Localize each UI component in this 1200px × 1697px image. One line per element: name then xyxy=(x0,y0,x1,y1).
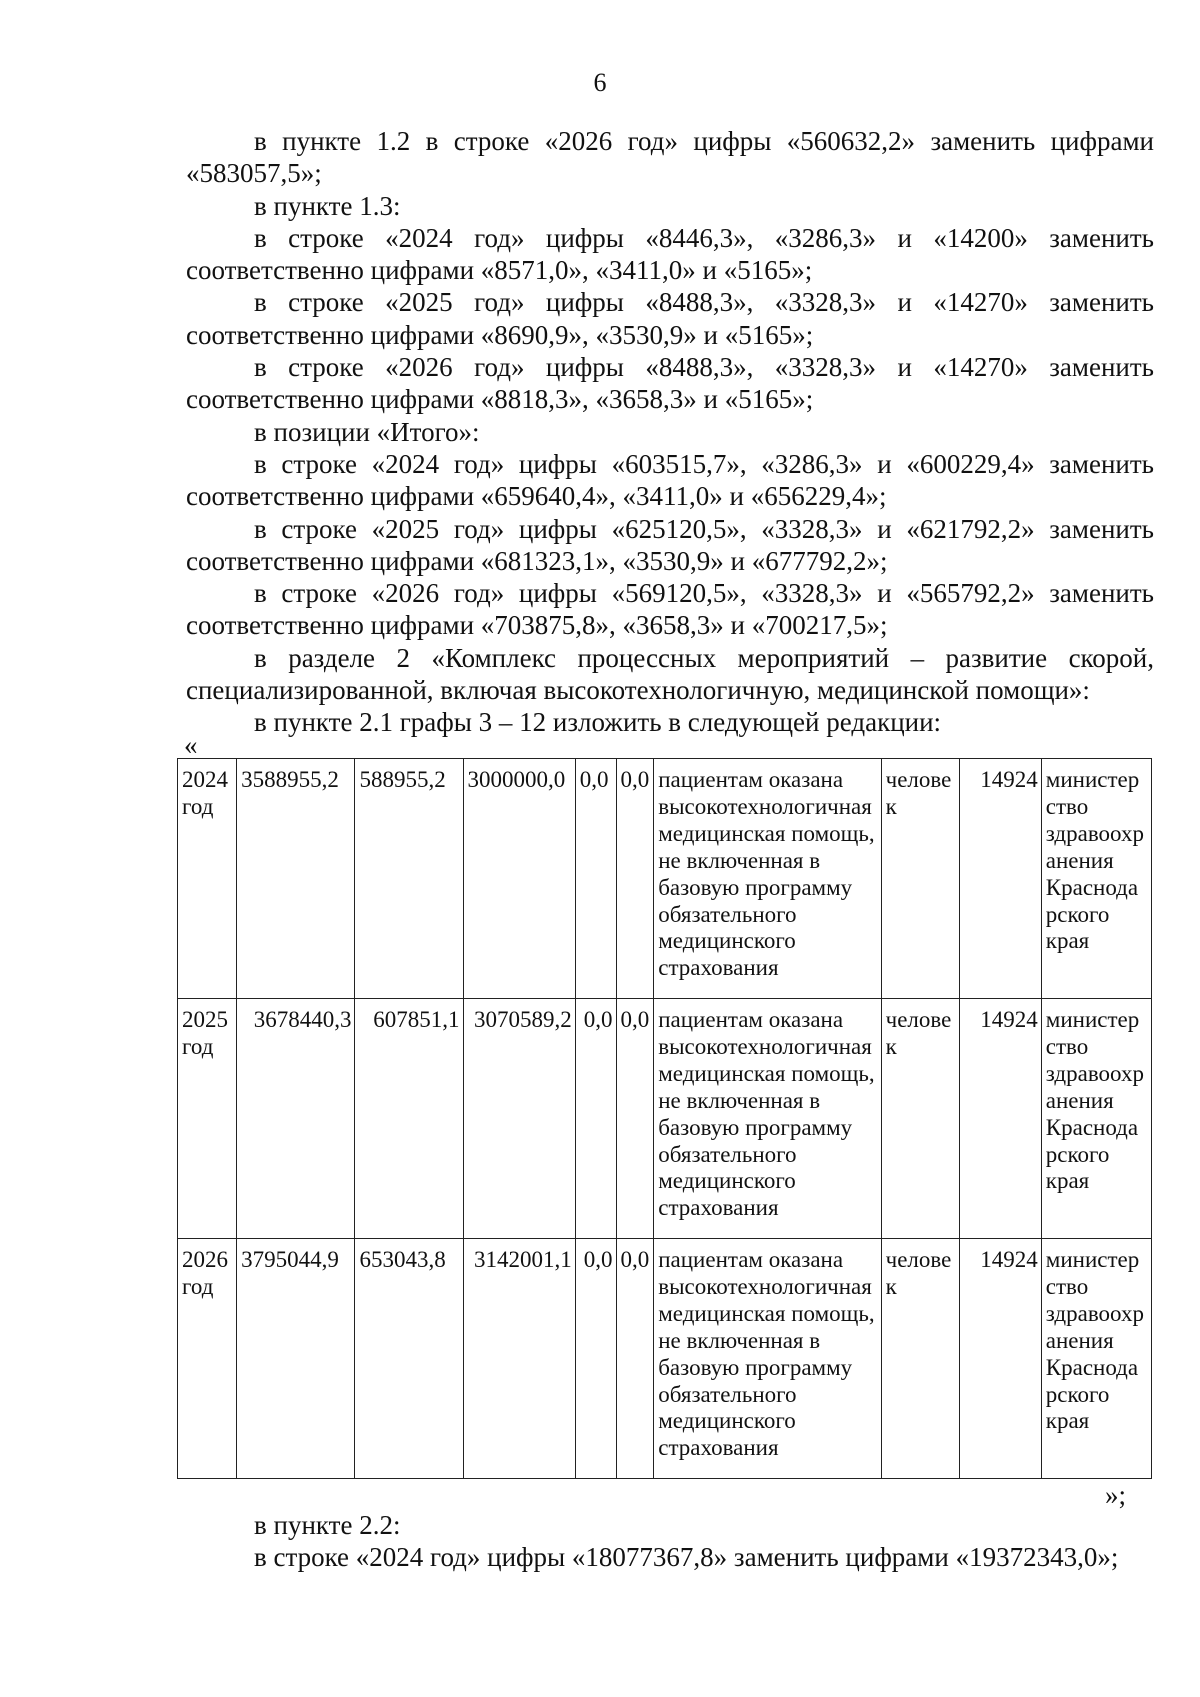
paragraph: в строке «2024 год» цифры «18077367,8» заменить цифрами «19372343,0»; xyxy=(254,1542,1119,1573)
paragraph: в строке «2024 год» цифры «8446,3», «3286,3» и «14200» заменить соответственно цифрами «8571,0», «3411,0» и «5165»; xyxy=(186,222,1154,286)
funding-cell: 588955,2 xyxy=(355,759,463,999)
value-cell: 14924 xyxy=(960,1239,1042,1479)
executor-cell: министерство здравоохранения Краснодарского края xyxy=(1041,999,1151,1239)
result-cell: пациентам оказана высокотехнологичная медицинская помощь, не включенная в базовую программу обязательного медицинского страхования xyxy=(654,1239,881,1479)
paragraph: в позиции «Итого»: xyxy=(254,416,480,447)
funding-cell: 653043,8 xyxy=(355,1239,463,1479)
result-cell: пациентам оказана высокотехнологичная медицинская помощь, не включенная в базовую программу обязательного медицинского страхования xyxy=(654,759,881,999)
paragraph: в пункте 2.2: xyxy=(254,1510,401,1540)
year-cell: 2025 год xyxy=(178,999,237,1239)
funding-cell: 0,0 xyxy=(575,1239,616,1479)
funding-cell: 3142001,1 xyxy=(463,1239,575,1479)
funding-cell: 0,0 xyxy=(575,759,616,999)
table-row xyxy=(178,759,1152,999)
result-cell: пациентам оказана высокотехнологичная медицинская помощь, не включенная в базовую программу обязательного медицинского страхования xyxy=(654,999,881,1239)
total-cell: 3678440,3 xyxy=(237,999,355,1239)
paragraph: в пункте 1.3: xyxy=(254,190,401,221)
paragraph: в строке «2024 год» цифры «603515,7», «3286,3» и «600229,4» заменить соответственно цифрами «659640,4», «3411,0» и «656229,4»; xyxy=(186,448,1154,512)
document-body xyxy=(186,125,1154,739)
funding-cell: 0,0 xyxy=(616,1239,654,1479)
funding-cell: 0,0 xyxy=(616,759,654,999)
executor-cell: министерство здравоохранения Краснодарского края xyxy=(1041,759,1151,999)
paragraph: в пункте 1.2 в строке «2026 год» цифры «560632,2» заменить цифрами «583057,5»; xyxy=(186,126,1154,189)
total-cell: 3588955,2 xyxy=(237,759,355,999)
year-cell: 2024 год xyxy=(178,759,237,999)
value-cell: 14924 xyxy=(960,999,1042,1239)
paragraph: в строке «2026 год» цифры «569120,5», «3328,3» и «565792,2» заменить соответственно цифрами «703875,8», «3658,3» и «700217,5»; xyxy=(186,578,1154,641)
funding-cell: 0,0 xyxy=(616,999,654,1239)
total-cell: 3795044,9 xyxy=(237,1239,355,1479)
page-number: 6 xyxy=(593,68,607,97)
year-cell: 2026 год xyxy=(178,1239,237,1479)
paragraph: в строке «2025 год» цифры «625120,5», «3328,3» и «621792,2» заменить соответственно цифрами «681323,1», «3530,9» и «677792,2»; xyxy=(186,513,1154,576)
table-row xyxy=(178,999,1152,1239)
amendment-table xyxy=(177,758,1152,1479)
close-quote: »; xyxy=(1105,1480,1127,1510)
funding-cell: 3070589,2 xyxy=(463,999,575,1239)
executor-cell: министерство здравоохранения Краснодарского края xyxy=(1041,1239,1151,1479)
table-row xyxy=(178,1239,1152,1479)
value-cell: 14924 xyxy=(960,759,1042,999)
funding-cell: 0,0 xyxy=(575,999,616,1239)
paragraph: в разделе 2 «Комплекс процессных мероприятий – развитие скорой, специализированной, включая высокотехнологичную, медицинской помощи»: xyxy=(186,642,1154,706)
paragraph: в строке «2026 год» цифры «8488,3», «3328,3» и «14270» заменить соответственно цифрами «8818,3», «3658,3» и «5165»; xyxy=(186,352,1154,415)
unit-cell: человек xyxy=(881,999,960,1239)
unit-cell: человек xyxy=(881,759,960,999)
funding-cell: 607851,1 xyxy=(355,999,463,1239)
paragraph: в строке «2025 год» цифры «8488,3», «3328,3» и «14270» заменить соответственно цифрами «8690,9», «3530,9» и «5165»; xyxy=(186,287,1154,350)
funding-cell: 3000000,0 xyxy=(463,759,575,999)
open-quote: « xyxy=(184,730,198,760)
unit-cell: человек xyxy=(881,1239,960,1479)
paragraph: в пункте 2.1 графы 3 – 12 изложить в следующей редакции: xyxy=(254,707,942,738)
document-body-continued xyxy=(186,1509,1154,1574)
